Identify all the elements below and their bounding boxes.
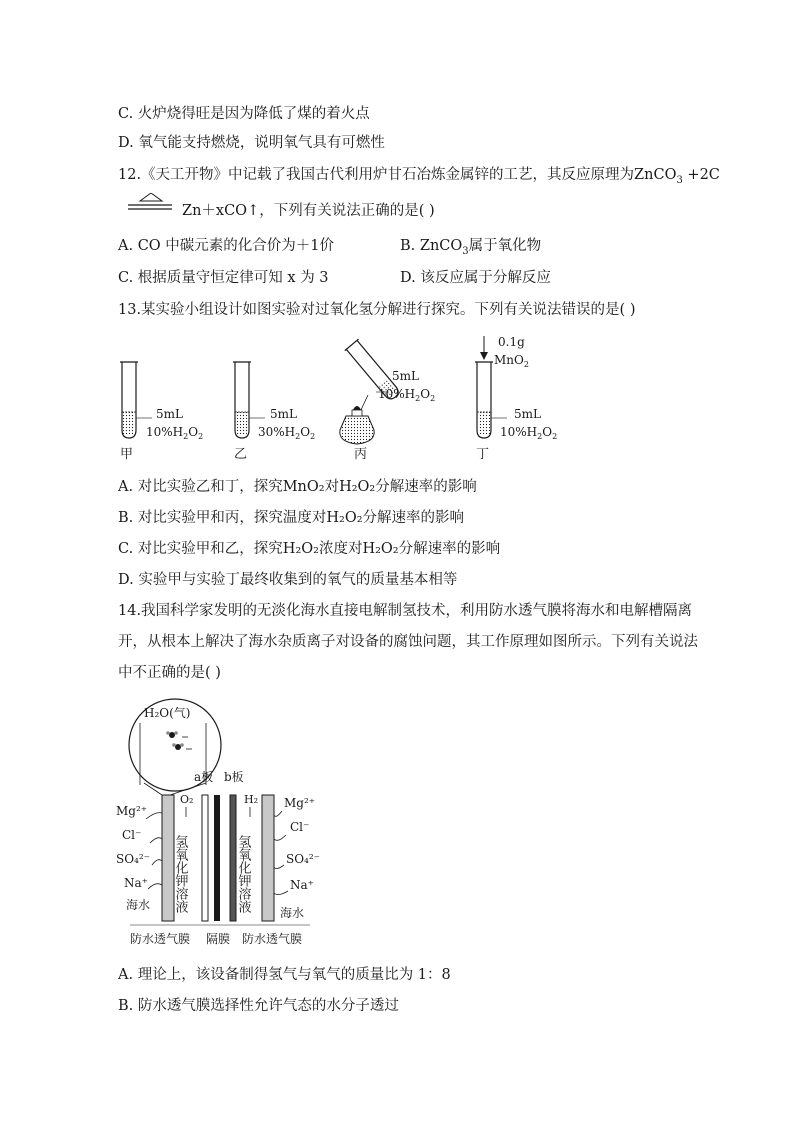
tube-ding-concentration (500, 425, 557, 441)
tube-bing-label: 丙 (354, 447, 368, 462)
tube-yi-conc-d: 2 (310, 432, 316, 441)
q13-option-b: B. 对比实验甲和丙，探究温度对H₂O₂分解速率的影响 (118, 510, 465, 526)
koh-right-label: 氢氧化钾溶液 (235, 835, 251, 913)
seawater-right: 海水 (280, 906, 305, 920)
tube-yi-volume: 5mL (270, 407, 297, 421)
tube-bing-conc-a: 10%H (378, 387, 416, 401)
tube-ding-catalyst-mass: 0.1g (498, 335, 525, 349)
tube-ding-catalyst (494, 353, 529, 369)
tube-bing-conc-c: O (420, 387, 431, 401)
membrane-left-label: 防水透气膜 (130, 932, 191, 946)
q11-option-d: D. 氧气能支持燃烧，说明氧气具有可燃性 (118, 135, 385, 151)
h2-label: H₂ (244, 793, 259, 806)
q12-option-b-sub: 3 (462, 245, 469, 257)
q14-stem-line1: 14.我国科学家发明的无淡化海水直接电解制氢技术，利用防水透气膜将海水和电解槽隔离 (118, 603, 693, 619)
vapor-label: H₂O(气) (144, 706, 191, 720)
tube-yi-conc-b: 2 (295, 432, 301, 441)
tube-jia (120, 362, 203, 462)
q12-stem-tail: +2C (682, 167, 720, 183)
q14-option-b: B. 防水透气膜选择性允许气态的水分子透过 (118, 998, 399, 1014)
tube-yi-conc-a: 30%H (258, 425, 296, 439)
ion-left-na: Na⁺ (124, 876, 148, 890)
tube-ding-catalyst-b: 2 (523, 360, 529, 369)
seawater-left: 海水 (126, 898, 151, 912)
ion-left-so4: SO₄²⁻ (116, 852, 151, 866)
q13-option-a: A. 对比实验乙和丁，探究MnO₂对H₂O₂分解速率的影响 (118, 479, 477, 495)
tube-yi (233, 362, 315, 462)
tube-bing-conc-b: 2 (415, 394, 421, 403)
ion-right-mg: Mg²⁺ (284, 796, 316, 810)
q12-stem-line2: Zn＋xCO↑，下列有关说法正确的是( ) (182, 203, 435, 219)
ion-right-na: Na⁺ (290, 878, 314, 892)
tube-jia-conc-d: 2 (198, 432, 204, 441)
q11-option-c: C. 火炉烧得旺是因为降低了煤的着火点 (118, 106, 370, 122)
plate-a-label: a板 (194, 770, 214, 784)
q13-experiment-figure (110, 330, 580, 465)
separator-label: 隔膜 (206, 932, 231, 946)
q12-stem-text: 12.《天工开物》中记载了我国古代利用炉甘石冶炼金属锌的工艺，其反应原理为ZnCO (118, 167, 677, 183)
q14-electrolysis-figure (110, 695, 350, 955)
o2-label: O₂ (180, 793, 194, 806)
q12-option-c: C. 根据质量守恒定律可知 x 为 3 (118, 270, 329, 286)
q12-option-b (400, 236, 541, 262)
tube-ding-volume: 5mL (514, 407, 541, 421)
koh-left-label: 氢氧化钾溶液 (172, 835, 188, 913)
q14-option-a: A. 理论上，该设备制得氢气与氧气的质量比为 1：8 (118, 967, 451, 983)
membrane-right-label: 防水透气膜 (242, 932, 303, 946)
tube-jia-conc-a: 10%H (146, 425, 184, 439)
q12-option-d: D. 该反应属于分解反应 (400, 270, 551, 286)
tube-yi-concentration (258, 425, 315, 441)
plate-b-label: b板 (224, 770, 244, 784)
tube-jia-label: 甲 (120, 447, 134, 462)
tube-ding-conc-b: 2 (537, 432, 543, 441)
q12-stem-sub: 3 (676, 174, 683, 186)
q12-option-a: A. CO 中碳元素的化合价为＋1价 (118, 238, 335, 254)
q13-option-d: D. 实验甲与实验丁最终收集到的氧气的质量基本相等 (118, 572, 458, 588)
tube-jia-conc-b: 2 (183, 432, 189, 441)
q12-stem-line1 (118, 165, 720, 191)
tube-yi-conc-c: O (300, 425, 311, 439)
high-temperature-reaction-arrow-icon (126, 193, 176, 223)
tube-ding (475, 335, 557, 462)
tube-bing-conc-d: 2 (430, 394, 436, 403)
tube-ding-conc-c: O (542, 425, 553, 439)
tube-yi-label: 乙 (234, 447, 248, 462)
ion-right-cl: Cl⁻ (290, 820, 310, 834)
ion-right-so4: SO₄²⁻ (286, 852, 321, 866)
tube-ding-conc-a: 10%H (500, 425, 538, 439)
ion-left-mg: Mg²⁺ (116, 804, 148, 818)
tube-bing (340, 339, 435, 462)
q13-stem: 13.某实验小组设计如图实验对过氧化氢分解进行探究。下列有关说法错误的是( ) (118, 302, 636, 318)
q14-stem-line3: 中不正确的是( ) (118, 665, 221, 681)
tube-ding-conc-d: 2 (552, 432, 558, 441)
q12-option-b-pre: B. ZnCO (400, 238, 463, 254)
tube-bing-concentration (378, 387, 435, 403)
tube-ding-label: 丁 (476, 447, 490, 462)
q14-stem-line2: 开，从根本上解决了海水杂质离子对设备的腐蚀问题，其工作原理如图所示。下列有关说法 (118, 634, 698, 650)
water-molecule-icon (166, 731, 192, 750)
tube-jia-concentration (146, 425, 203, 441)
tube-bing-volume: 5mL (392, 369, 419, 383)
q13-option-c: C. 对比实验甲和乙，探究H₂O₂浓度对H₂O₂分解速率的影响 (118, 541, 501, 557)
tube-ding-catalyst-a: MnO (494, 353, 524, 367)
ion-left-cl: Cl⁻ (122, 828, 142, 842)
tube-jia-conc-c: O (188, 425, 199, 439)
q12-option-b-post: 属于氧化物 (468, 238, 542, 254)
tube-jia-volume: 5mL (156, 407, 183, 421)
